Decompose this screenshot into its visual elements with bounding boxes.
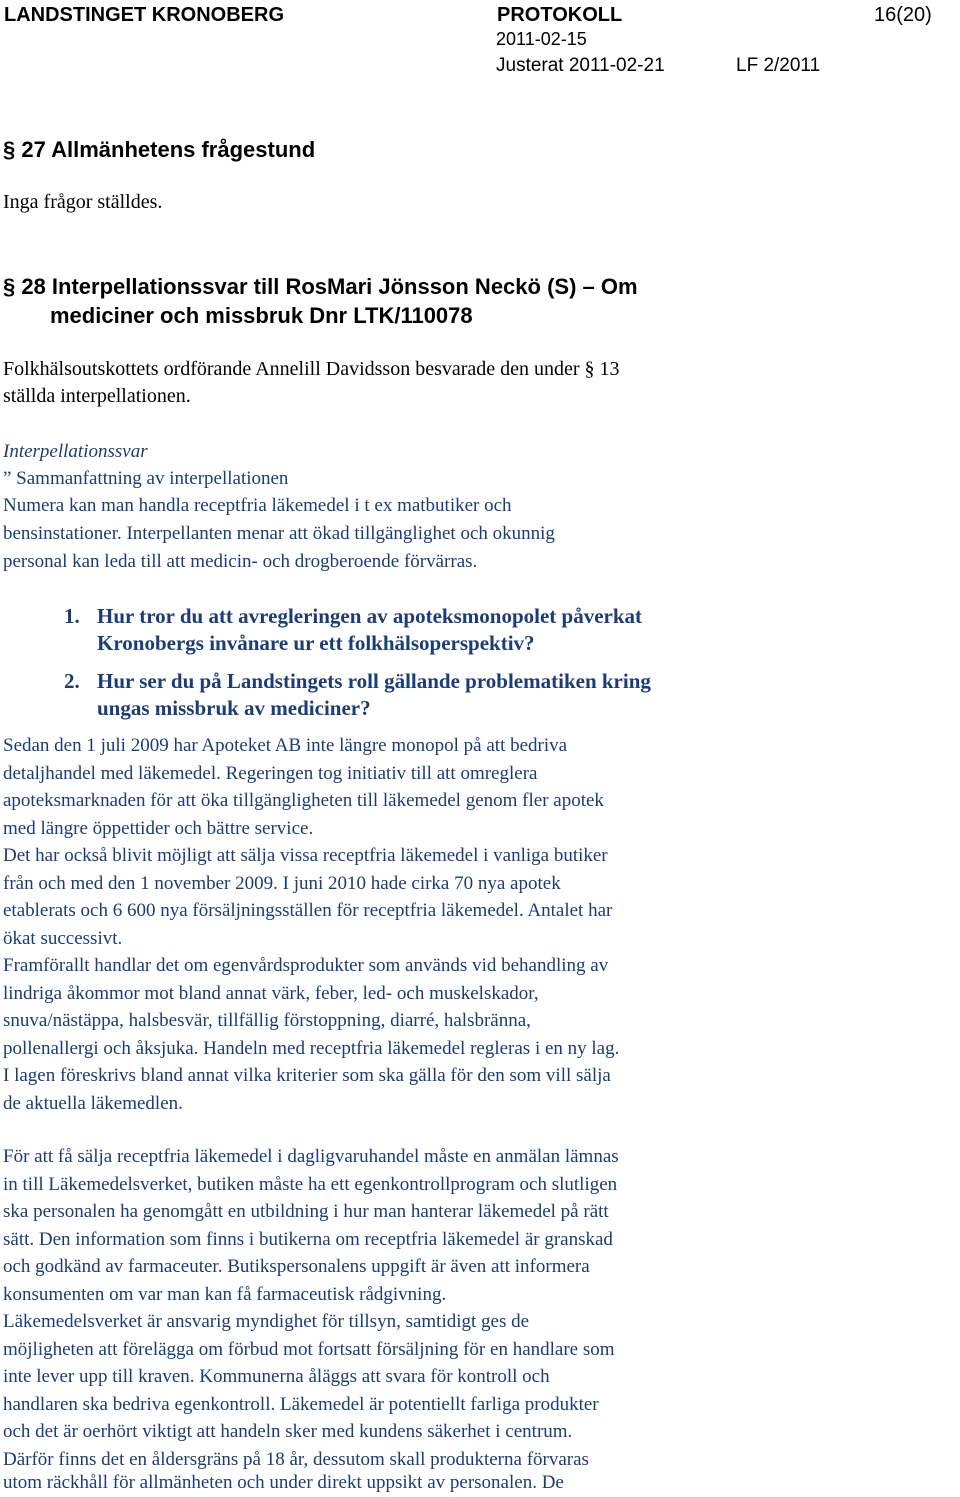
body-line: med längre öppettider och bättre service. (3, 817, 314, 839)
justerat-date: Justerat 2011-02-21 (496, 55, 665, 76)
question-text-line1: Hur tror du att avregleringen av apoteksmonopolet påverkat (97, 604, 643, 628)
body-line: inte lever upp till kraven. Kommunerna åläggs att svara för kontroll och (3, 1366, 550, 1387)
body-line: och det är oerhört viktigt att handeln sker med kundens säkerhet i centrum. (3, 1421, 573, 1442)
body-line: ska personalen ha genomgått en utbildning i hur man hanterar läkemedel på rätt (3, 1201, 609, 1222)
summary-line-part: Interpellanten menar att ökad tillgänglighet och okunnig (121, 523, 555, 544)
section-intro-line2: ställda interpellationen. (3, 385, 191, 407)
body-line: in till Läkemedelsverket, butiken måste ha ett egenkontrollprogram och slutligen (3, 1173, 618, 1195)
document-type: PROTOKOLL (497, 4, 623, 26)
body-line: snuva/nästäppa, halsbesvär, tillfällig förstoppning, diarré, halsbränna, (3, 1010, 531, 1031)
question-number: 2. (64, 669, 80, 693)
body-line: konsumenten om var man kan få farmaceutisk rådgivning. (3, 1283, 447, 1305)
section-heading-27: § 27 Allmänhetens frågestund (3, 137, 316, 162)
summary-line (3, 520, 555, 548)
summary-line: personal kan leda till att medicin- och drogberoende förvärras. (3, 551, 478, 572)
document-date: 2011-02-15 (496, 29, 587, 49)
body-line: Framförallt handlar det om egenvårdsprodukter som används vid behandling av (3, 955, 609, 976)
question-number: 1. (64, 604, 80, 628)
answer-title: Interpellationssvar (3, 441, 148, 462)
section-heading-28-line2: mediciner och missbruk Dnr LTK/110078 (50, 303, 473, 328)
section-heading-28-line1: § 28 Interpellationssvar till RosMari Jönsson Neckö (S) – Om (3, 274, 638, 299)
body-line: Läkemedelsverket är ansvarig myndighet för tillsyn, samtidigt ges de (3, 1311, 530, 1332)
body-line: apoteksmarknaden för att öka tillgängligheten till läkemedel genom fler apotek (3, 790, 604, 811)
body-line: etablerats och 6 600 nya försäljningsställen för receptfria läkemedel. Antalet har (3, 900, 613, 921)
body-line: de aktuella läkemedlen. (3, 1092, 183, 1114)
body-line: sätt. Den information som finns i butikerna om receptfria läkemedel är granskad (3, 1228, 613, 1250)
summary-line: Numera kan man handla receptfria läkemedel i t ex matbutiker och (3, 495, 512, 516)
body-line: lindriga åkommor mot bland annat värk, feber, led- och muskelskador, (3, 982, 539, 1004)
body-line: ökat successivt. (3, 927, 123, 949)
question-text-line1: Hur ser du på Landstingets roll gällande problematiken kring (97, 669, 651, 693)
body-line: Det har också blivit möjligt att sälja vissa receptfria läkemedel i vanliga butiker (3, 845, 608, 866)
summary-line-part: bensinstationer. (3, 523, 122, 544)
question-text-line2: Kronobergs invånare ur ett folkhälsoperspektiv? (97, 631, 535, 655)
organization-name: LANDSTINGET KRONOBERG (4, 4, 284, 26)
summary-heading: ” Sammanfattning av interpellationen (3, 468, 289, 489)
document-ref: LF 2/2011 (736, 55, 821, 76)
body-line: Därför finns det en åldersgräns på 18 år, dessutom skall produkterna förvaras (3, 1448, 589, 1470)
body-line: möjligheten att förelägga om förbud mot fortsatt försäljning för en handlare som (3, 1338, 615, 1360)
body-line: utom räckhåll för allmänheten och under direkt uppsikt av personalen. De (3, 1472, 564, 1493)
body-line: handlaren ska bedriva egenkontroll. Läkemedel är potentiellt farliga produkter (3, 1393, 599, 1415)
body-line: I lagen föreskrivs bland annat vilka kriterier som ska gälla för den som vill sälja (3, 1065, 611, 1086)
body-line: detaljhandel med läkemedel. Regeringen tog initiativ till att omreglera (3, 762, 538, 784)
body-line: och godkänd av farmaceuter. Butikspersonalens uppgift är även att informera (3, 1256, 590, 1277)
body-line: från och med den 1 november 2009. I juni 2010 hade cirka 70 nya apotek (3, 872, 561, 894)
section-text-27: Inga frågor ställdes. (3, 191, 163, 213)
body-line: pollenallergi och åksjuka. Handeln med receptfria läkemedel regleras i en ny lag. (3, 1037, 620, 1059)
section-intro-line1: Folkhälsoutskottets ordförande Annelill Davidsson besvarade den under § 13 (3, 358, 620, 380)
question-text-line2: ungas missbruk av mediciner? (97, 696, 371, 720)
body-line: För att få sälja receptfria läkemedel i dagligvaruhandel måste en anmälan lämnas (3, 1146, 619, 1167)
body-line: Sedan den 1 juli 2009 har Apoteket AB inte längre monopol på att bedriva (3, 735, 568, 756)
page-number: 16(20) (874, 4, 932, 26)
